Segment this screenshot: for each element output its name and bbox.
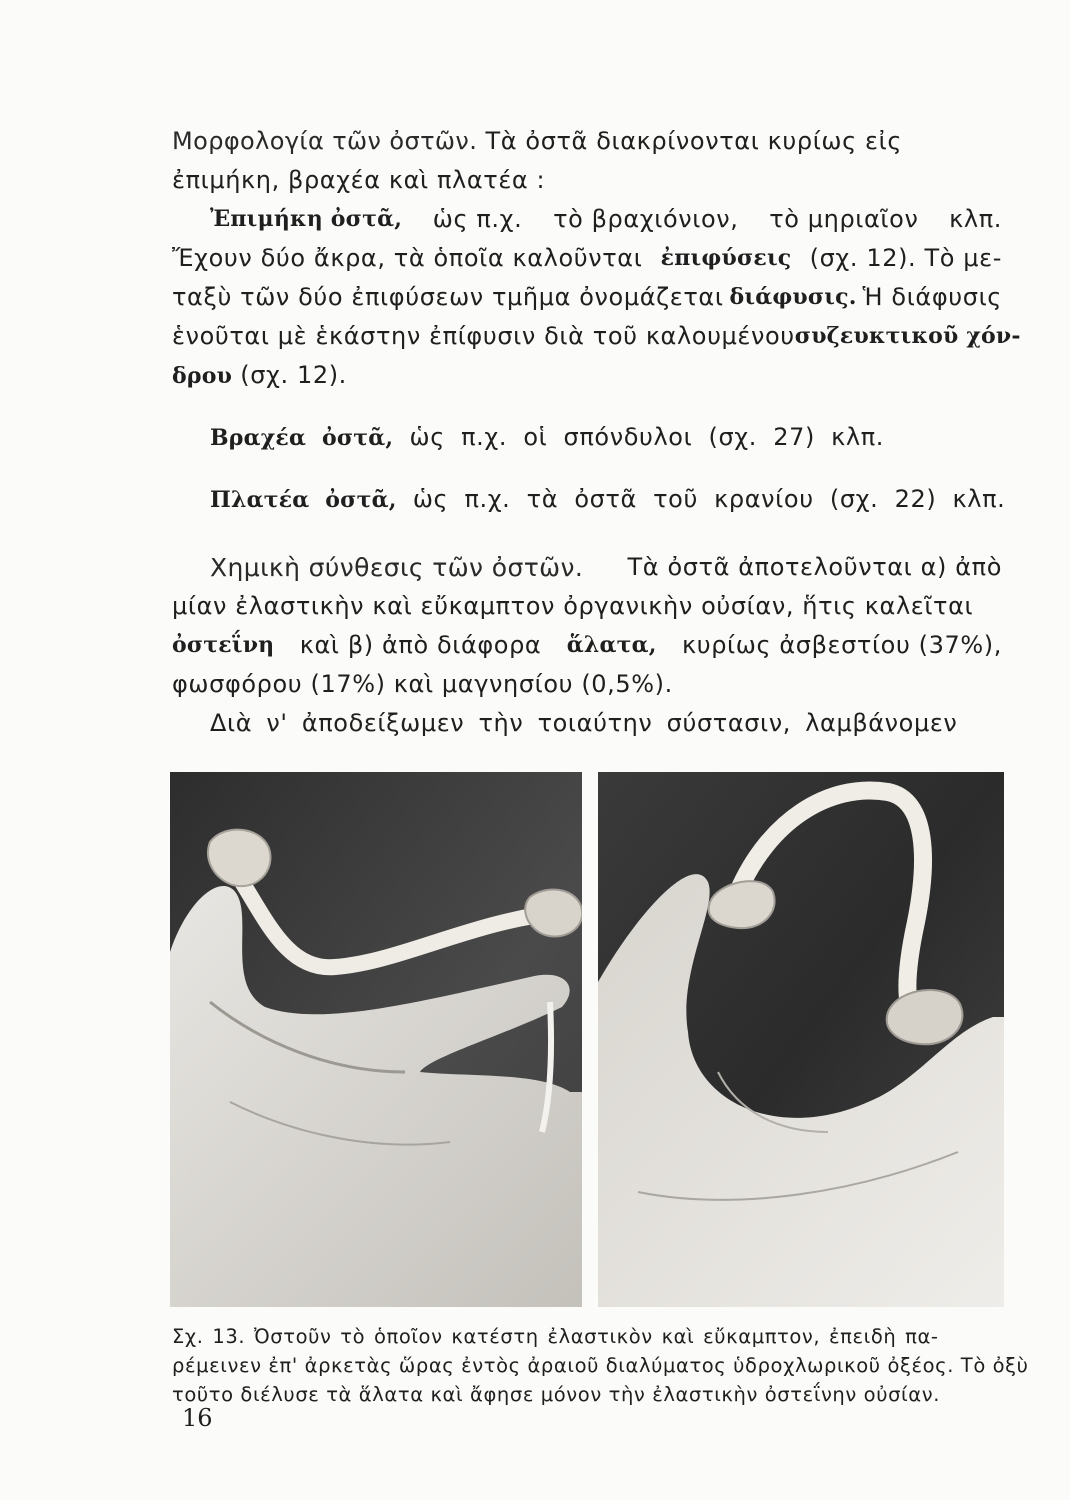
body-text: [172, 122, 1021, 743]
short-bones-line: [172, 418, 1002, 458]
chemistry-line-3-a: καὶ β) ἀπὸ διάφορα: [299, 631, 542, 659]
long-bones-line-3-a: ταξὺ τῶν δύο ἐπιφύσεων τμῆμα ὀνομάζεται: [172, 283, 724, 311]
chemistry-line-2: μίαν ἐλαστικὴν καὶ εὔκαμπτον ὀργανικὴν οὐσίαν, ἥτις καλεῖται: [172, 592, 974, 620]
long-bones-line-3: [172, 278, 1002, 317]
chemistry-line-3: [172, 626, 1002, 665]
caption-line-1: Σχ. 13. Ὀστοῦν τὸ ὁποῖον κατέστη ἐλαστικὸν καὶ εὔκαμπτον, ἐπειδὴ πα-: [172, 1325, 939, 1348]
long-bones-line-2: [172, 239, 1002, 278]
long-bones-eg: ὡς π.χ.: [432, 205, 523, 233]
photo-left-bent-bone: [170, 772, 582, 1307]
long-bones-line-2-b: (σχ. 12). Τὸ με-: [809, 244, 1002, 272]
morphology-intro-cont: ἐπιμήκη, βραχέα καὶ πλατέα :: [172, 166, 546, 194]
long-bones-term: Ἐπιμήκη ὀστᾶ,: [210, 206, 403, 232]
figure-caption: [172, 1322, 1029, 1409]
long-bones-line-1: [172, 200, 1002, 239]
long-bones-line-4-a: ἑνοῦται μὲ ἑκάστην ἐπίφυσιν διὰ τοῦ καλουμένου: [172, 322, 795, 350]
long-bones-line-2-a: Ἔχουν δύο ἄκρα, τὰ ὁποῖα καλοῦνται: [172, 244, 643, 272]
term-cartilage: συζευκτικοῦ χόν-: [794, 323, 1021, 349]
morphology-paragraph-line-1: [172, 122, 1002, 161]
long-bones-humerus: τὸ βραχιόνιον,: [553, 205, 739, 233]
caption-line-3: τοῦτο διέλυσε τὰ ἅλατα καὶ ἄφησε μόνον τὴν ἐλαστικὴν ὀστεΐνην οὐσίαν.: [172, 1383, 941, 1406]
photo-left-illustration: [170, 772, 582, 1307]
long-bones-line-5-b: (σχ. 12).: [240, 361, 347, 389]
chemistry-line-1: [172, 548, 1002, 587]
caption-line-2: ρέμεινεν ἐπ' ἀρκετὰς ὥρας ἐντὸς ἀραιοῦ διαλύματος ὑδροχλωρικοῦ ὀξέος. Τὸ ὀξὺ: [172, 1354, 1029, 1377]
long-bones-line-4: [172, 317, 1021, 356]
term-cartilage-cont: δρου: [172, 363, 233, 389]
short-bones-term: Βραχέα ὀστᾶ,: [210, 425, 394, 451]
term-diaphysis: διάφυσις.: [729, 284, 857, 310]
figure-13-photos: [170, 772, 1004, 1307]
term-ossein: ὀστεΐνη: [172, 632, 275, 658]
chemistry-line-4: φωσφόρου (17%) καὶ μαγνησίου (0,5%).: [172, 670, 673, 698]
term-epiphyses: ἐπιφύσεις: [660, 245, 792, 271]
photo-right-bent-bone: [598, 772, 1004, 1307]
photo-right-illustration: [598, 772, 1004, 1307]
chemistry-line-5: Διὰ ν' ἀποδείξωμεν τὴν τοιαύτην σύστασιν, λαμβάνομεν: [210, 709, 958, 737]
long-bones-line-3-b: Ἡ διάφυσις: [862, 283, 1002, 311]
chemistry-line-3-b: κυρίως ἀσβεστίου (37%),: [681, 631, 1002, 659]
chemistry-heading: Χημικὴ σύνθεσις τῶν ὀστῶν.: [210, 553, 584, 582]
chemistry-line-1-rest: Τὰ ὀστᾶ ἀποτελοῦνται α) ἀπὸ: [627, 553, 1002, 581]
long-bones-line-5: [172, 356, 1002, 396]
flat-bones-term: Πλατέα ὀστᾶ,: [210, 487, 397, 513]
long-bones-etc: κλπ.: [949, 205, 1002, 233]
term-salts: ἅλατα,: [566, 632, 657, 658]
long-bones-femur: τὸ μηριαῖον: [769, 205, 919, 233]
short-bones-text: ὡς π.χ. οἱ σπόνδυλοι (σχ. 27) κλπ.: [409, 423, 884, 451]
flat-bones-line: [172, 480, 1006, 520]
page-number: 16: [182, 1404, 213, 1432]
morphology-heading: Μορφολογία τῶν ὀστῶν.: [172, 127, 478, 155]
flat-bones-text: ὡς π.χ. τὰ ὀστᾶ τοῦ κρανίου (σχ. 22) κλπ.: [412, 485, 1006, 513]
morphology-intro: Τὰ ὀστᾶ διακρίνονται κυρίως εἰς: [485, 127, 903, 155]
